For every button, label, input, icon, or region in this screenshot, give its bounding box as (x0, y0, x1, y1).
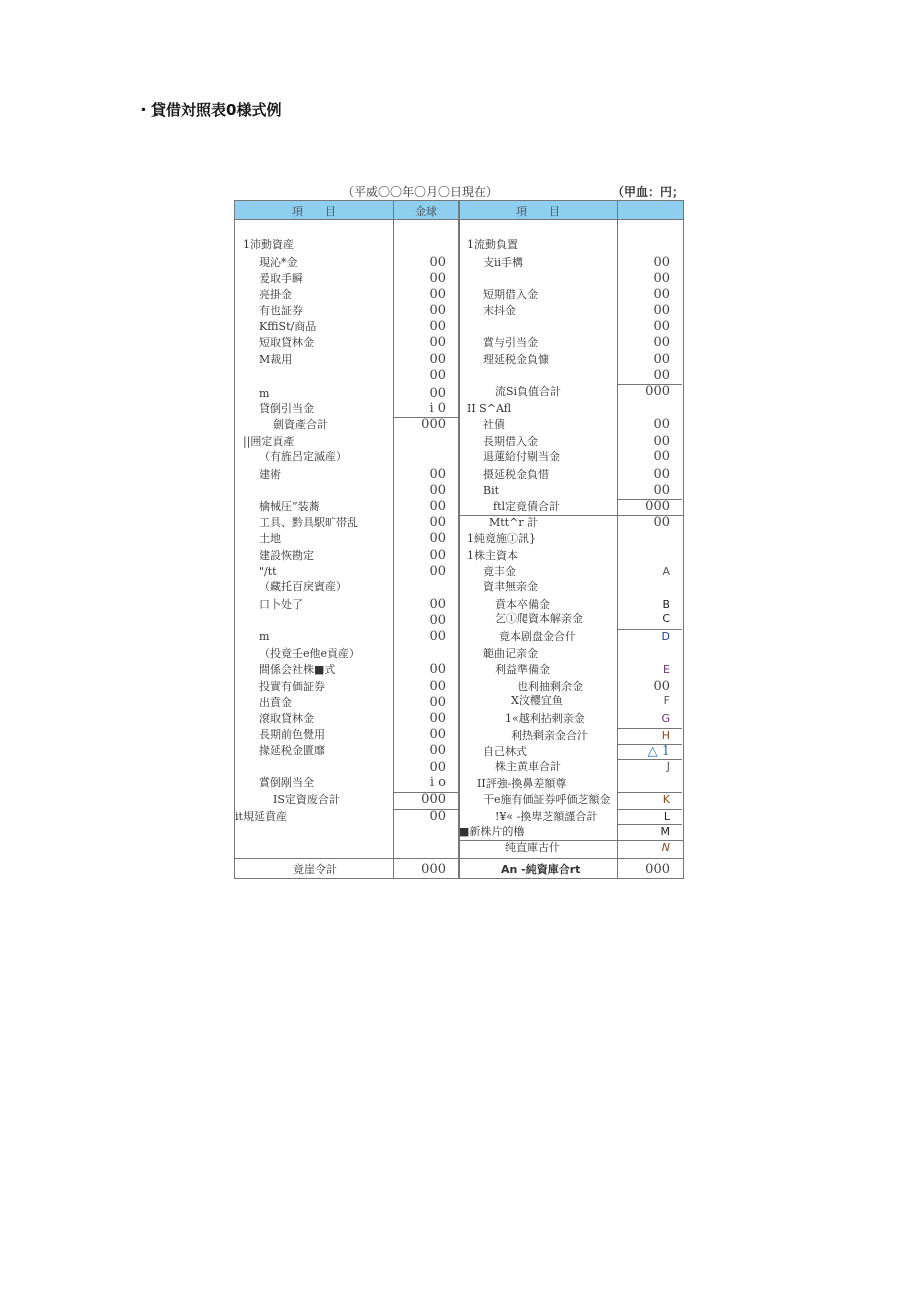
row-label: 退蓮給付剔当金 (483, 450, 560, 463)
row-amount: 00 (653, 368, 670, 383)
balance-sheet-table (234, 200, 684, 879)
row-label: 支ii手構 (483, 256, 524, 269)
row-label: II S^Afl (467, 402, 512, 415)
row-amount: 00 (429, 743, 446, 758)
row-amount: 00 (429, 515, 446, 530)
total-left-label: 竟崖令計 (293, 863, 337, 876)
subtotal-line (393, 809, 458, 810)
row-amount: i o (429, 775, 446, 790)
row-amount: 00 (429, 695, 446, 710)
row-amount: 00 (429, 809, 446, 824)
row-amount: 00 (429, 386, 446, 401)
row-amount: 00 (653, 303, 670, 318)
row-amount: 00 (429, 499, 446, 514)
row-amount: 00 (429, 679, 446, 694)
subtotal-line (617, 824, 682, 825)
header-item-right: 項 目 (516, 205, 560, 218)
column-divider (617, 201, 618, 878)
row-label: 自己林式 (483, 745, 527, 758)
row-label: 1沛動資産 (243, 238, 294, 251)
row-amount: 000 (645, 499, 670, 514)
row-amount: 00 (429, 711, 446, 726)
row-label: 1純竟施①訊} (467, 532, 536, 545)
row-label: 資聿無亲金 (483, 580, 538, 593)
row-amount: 00 (653, 271, 670, 286)
row-amount: D (661, 630, 670, 643)
row-label: 工具、黔具駅旷帯乱 (259, 516, 358, 529)
subtotal-line (617, 499, 682, 500)
row-label: M裁用 (259, 353, 293, 366)
row-label: X汶樱宜鱼 (511, 694, 563, 707)
row-label: 干e施有価証券呼価芝額金 (483, 793, 611, 806)
row-label: 末抖金 (483, 304, 516, 317)
total-right-label: An -純資庫合rt (501, 863, 581, 876)
row-label: KffiSt/商品 (259, 320, 317, 333)
row-label: 口卜处了 (259, 598, 303, 611)
row-label: 掾延税金匱靡 (259, 744, 325, 757)
row-label: it規延賁産 (235, 810, 287, 823)
section-line (459, 840, 683, 841)
row-label: 長期前色覺用 (259, 728, 325, 741)
subtotal-line (617, 792, 682, 793)
section-line (459, 515, 683, 516)
row-label: 範曲记亲金 (483, 647, 538, 660)
total-divider (235, 858, 683, 859)
row-label: 建術 (259, 468, 281, 481)
unit-line: （甲血：円； (612, 185, 685, 199)
row-label: m (259, 387, 270, 400)
subtotal-line (393, 792, 458, 793)
subtotal-line (617, 759, 682, 760)
row-label: （藏托百戾賓産） (259, 580, 347, 593)
row-label: "/tt (259, 565, 277, 578)
row-label: 出賁金 (259, 696, 292, 709)
row-amount: 00 (653, 483, 670, 498)
row-amount: 00 (653, 335, 670, 350)
row-label: 亮掛金 (259, 288, 292, 301)
row-amount: H (661, 729, 670, 742)
row-amount: G (661, 712, 670, 725)
row-amount: 00 (429, 613, 446, 628)
subtotal-line (393, 417, 458, 418)
row-amount: 00 (429, 548, 446, 563)
header-item-left: 項 目 (292, 205, 336, 218)
row-label: 短取貸林金 (259, 336, 314, 349)
column-divider (458, 201, 460, 878)
row-amount: F (663, 694, 670, 707)
row-amount: 00 (429, 335, 446, 350)
row-amount: 00 (429, 727, 446, 742)
row-label: Mtt^r 計 (489, 516, 539, 529)
row-amount: 00 (653, 434, 670, 449)
row-label: 賁本卒備金 (495, 598, 550, 611)
row-amount: L (663, 810, 670, 823)
row-amount: E (663, 663, 670, 676)
row-label: 竟丰金 (483, 565, 516, 578)
row-label: （有旌呂定滅産） (259, 450, 347, 463)
row-amount: 00 (429, 255, 446, 270)
row-amount: 000 (421, 792, 446, 807)
row-label: 間係会社株■式 (259, 663, 336, 676)
date-line: （平威〇〇年〇月〇日現在） (342, 185, 499, 199)
row-amount: △ 1 (647, 744, 670, 759)
row-amount: 00 (429, 629, 446, 644)
row-amount: 00 (653, 352, 670, 367)
row-amount: 00 (429, 483, 446, 498)
row-label: 爰取手瞬 (259, 272, 303, 285)
row-amount: 000 (421, 417, 446, 432)
row-label: 有也証券 (259, 304, 303, 317)
row-amount: 00 (429, 564, 446, 579)
row-amount: 00 (429, 271, 446, 286)
row-amount: J (666, 760, 670, 773)
row-label: 1流動負置 (467, 238, 518, 251)
row-label: （投竟壬e他e貢産） (259, 647, 361, 660)
row-label: ftl定竟債合計 (493, 500, 561, 513)
row-label: 劍資產合計 (273, 418, 328, 431)
row-label: 理延税金負慷 (483, 353, 549, 366)
row-label: 社債 (483, 418, 505, 431)
row-amount: 00 (429, 662, 446, 677)
row-label: 長期借入金 (483, 435, 538, 448)
row-label: ■新株片的櫓 (459, 825, 525, 838)
row-label: 竟本剧盘金合什 (499, 630, 576, 643)
row-amount: N (661, 841, 670, 854)
row-amount: 00 (653, 449, 670, 464)
subtotal-line (617, 744, 682, 745)
row-label: 貸倒引当金 (259, 402, 314, 415)
subtotal-line (617, 809, 682, 810)
row-amount: 00 (653, 467, 670, 482)
row-amount: 00 (653, 679, 670, 694)
row-label: !¥« -換卑芝額謹合計 (495, 810, 598, 823)
row-amount: B (662, 598, 670, 611)
row-label: 乞①爬資本解亲金 (495, 612, 583, 625)
row-amount: 00 (653, 417, 670, 432)
row-amount: 000 (645, 384, 670, 399)
row-label: 利益準備金 (495, 663, 550, 676)
row-label: Bit (483, 484, 500, 497)
total-left-amount: 000 (421, 862, 446, 877)
subtotal-line (617, 384, 682, 385)
row-label: ||囲定貢產 (243, 435, 295, 448)
document-title: ・貸借対照表0様式例 (136, 101, 282, 119)
row-label: 纯直庫古什 (505, 841, 560, 854)
row-amount: 00 (429, 368, 446, 383)
row-label: 土地 (259, 532, 281, 545)
row-label: 檎械圧”装蕎 (259, 500, 320, 513)
row-label: 流Si負值合計 (495, 385, 562, 398)
row-amount: C (662, 612, 670, 625)
row-amount: 00 (429, 597, 446, 612)
row-label: 現沁*金 (259, 256, 298, 269)
row-amount: 00 (429, 352, 446, 367)
row-amount: 00 (429, 467, 446, 482)
row-label: II評強-換鼻差額尊 (477, 777, 567, 790)
subtotal-line (617, 728, 682, 729)
row-label: 賞与引当金 (483, 336, 538, 349)
row-amount: 00 (429, 531, 446, 546)
row-label: 賞倒剐当全 (259, 776, 314, 789)
row-label: 利热剩亲金合汁 (511, 729, 588, 742)
row-amount: 00 (653, 255, 670, 270)
row-amount: 00 (429, 287, 446, 302)
row-label: 也利抽剩余金 (517, 680, 583, 693)
row-amount: 00 (653, 287, 670, 302)
row-amount: K (662, 793, 670, 806)
header-amount-left: 金球 (415, 205, 437, 218)
row-label: 短期借入金 (483, 288, 538, 301)
row-amount: 00 (653, 515, 670, 530)
subtotal-line (617, 629, 682, 630)
row-amount: 00 (429, 319, 446, 334)
row-label: 投實有価証券 (259, 680, 325, 693)
row-label: 株主黄車合計 (495, 760, 561, 773)
row-label: 建設恢勘定 (259, 549, 314, 562)
row-label: 滾取貸林金 (259, 712, 314, 725)
row-label: 1株主資本 (467, 549, 518, 562)
row-amount: 00 (429, 760, 446, 775)
total-right-amount: 000 (645, 862, 670, 877)
row-label: 摄延税金負惜 (483, 468, 549, 481)
row-label: m (259, 630, 270, 643)
row-amount: i 0 (429, 401, 446, 416)
row-amount: A (662, 565, 670, 578)
row-amount: 00 (429, 303, 446, 318)
row-label: IS定資废合計 (273, 793, 340, 806)
row-label: 1«越利拈剌亲金 (505, 712, 585, 725)
row-amount: M (660, 825, 670, 838)
row-amount: 00 (653, 319, 670, 334)
